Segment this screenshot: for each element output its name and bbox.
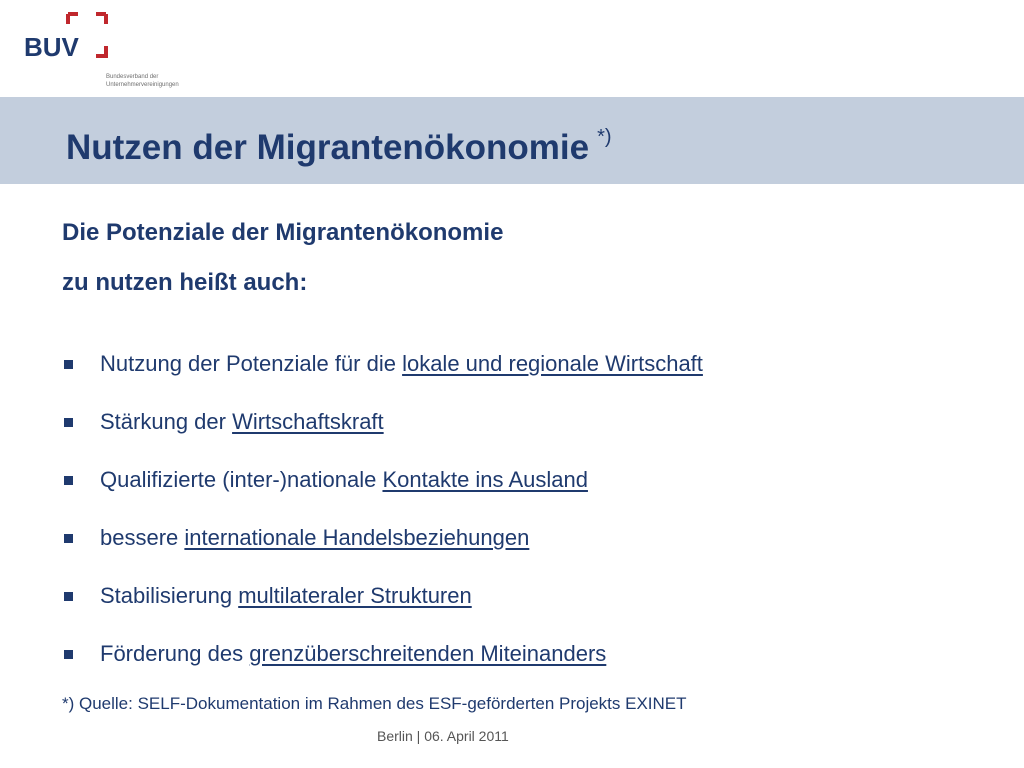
logo-text: BUV [24,32,79,62]
logo-bracket-top-left [68,14,78,24]
source-footnote: *) Quelle: SELF-Dokumentation im Rahmen des ESF-geförderten Projekts EXINET [62,694,687,713]
bullet-link[interactable]: multilateraler Strukturen [238,583,472,608]
logo-subtitle [106,73,196,89]
logo-subtitle-line-2: Unternehmervereinigungen [106,82,179,88]
section-heading-line-1: Die Potenziale der Migrantenökonomie [62,219,504,246]
bullet-link[interactable]: lokale und regionale Wirtschaft [402,351,703,376]
bullet-text [100,573,472,619]
bullet-text [100,515,529,561]
square-bullet-icon [64,418,73,427]
section-heading-line-2: zu nutzen heißt auch: [62,269,308,296]
bullet-prefix: Förderung des [100,641,250,666]
logo-subtitle-line-1: Bundesverband der [106,74,159,80]
bullet-link[interactable]: Kontakte ins Ausland [382,467,588,492]
bullet-link[interactable]: internationale Handelsbeziehungen [184,525,530,550]
page-title-text: Nutzen der Migrantenökonomie [66,128,590,167]
logo-bracket-bottom-right [96,46,106,56]
bullet-text [100,399,384,445]
logo-bracket-top-right [96,14,106,24]
section-heading [62,208,503,308]
bullet-prefix: Qualifizierte (inter-)nationale [100,467,383,492]
square-bullet-icon [64,360,73,369]
square-bullet-icon [64,592,73,601]
bullet-prefix: Nutzung der Potenziale für die [100,351,403,376]
bullet-link[interactable]: grenzüberschreitenden Miteinanders [249,641,607,666]
bullet-prefix: bessere [100,525,185,550]
buv-logo [24,10,194,94]
footnote-marker: *) [597,126,612,148]
square-bullet-icon [64,476,73,485]
square-bullet-icon [64,534,73,543]
footer-date: Berlin | 06. April 2011 [377,728,509,744]
logo-graphic [24,10,134,70]
bullet-link[interactable]: Wirtschaftskraft [232,409,384,434]
bullet-prefix: Stabilisierung [100,583,239,608]
bullet-text [100,341,703,387]
page-title [66,113,612,172]
bullet-prefix: Stärkung der [100,409,233,434]
bullet-text [100,631,606,677]
bullet-text [100,457,588,503]
square-bullet-icon [64,650,73,659]
